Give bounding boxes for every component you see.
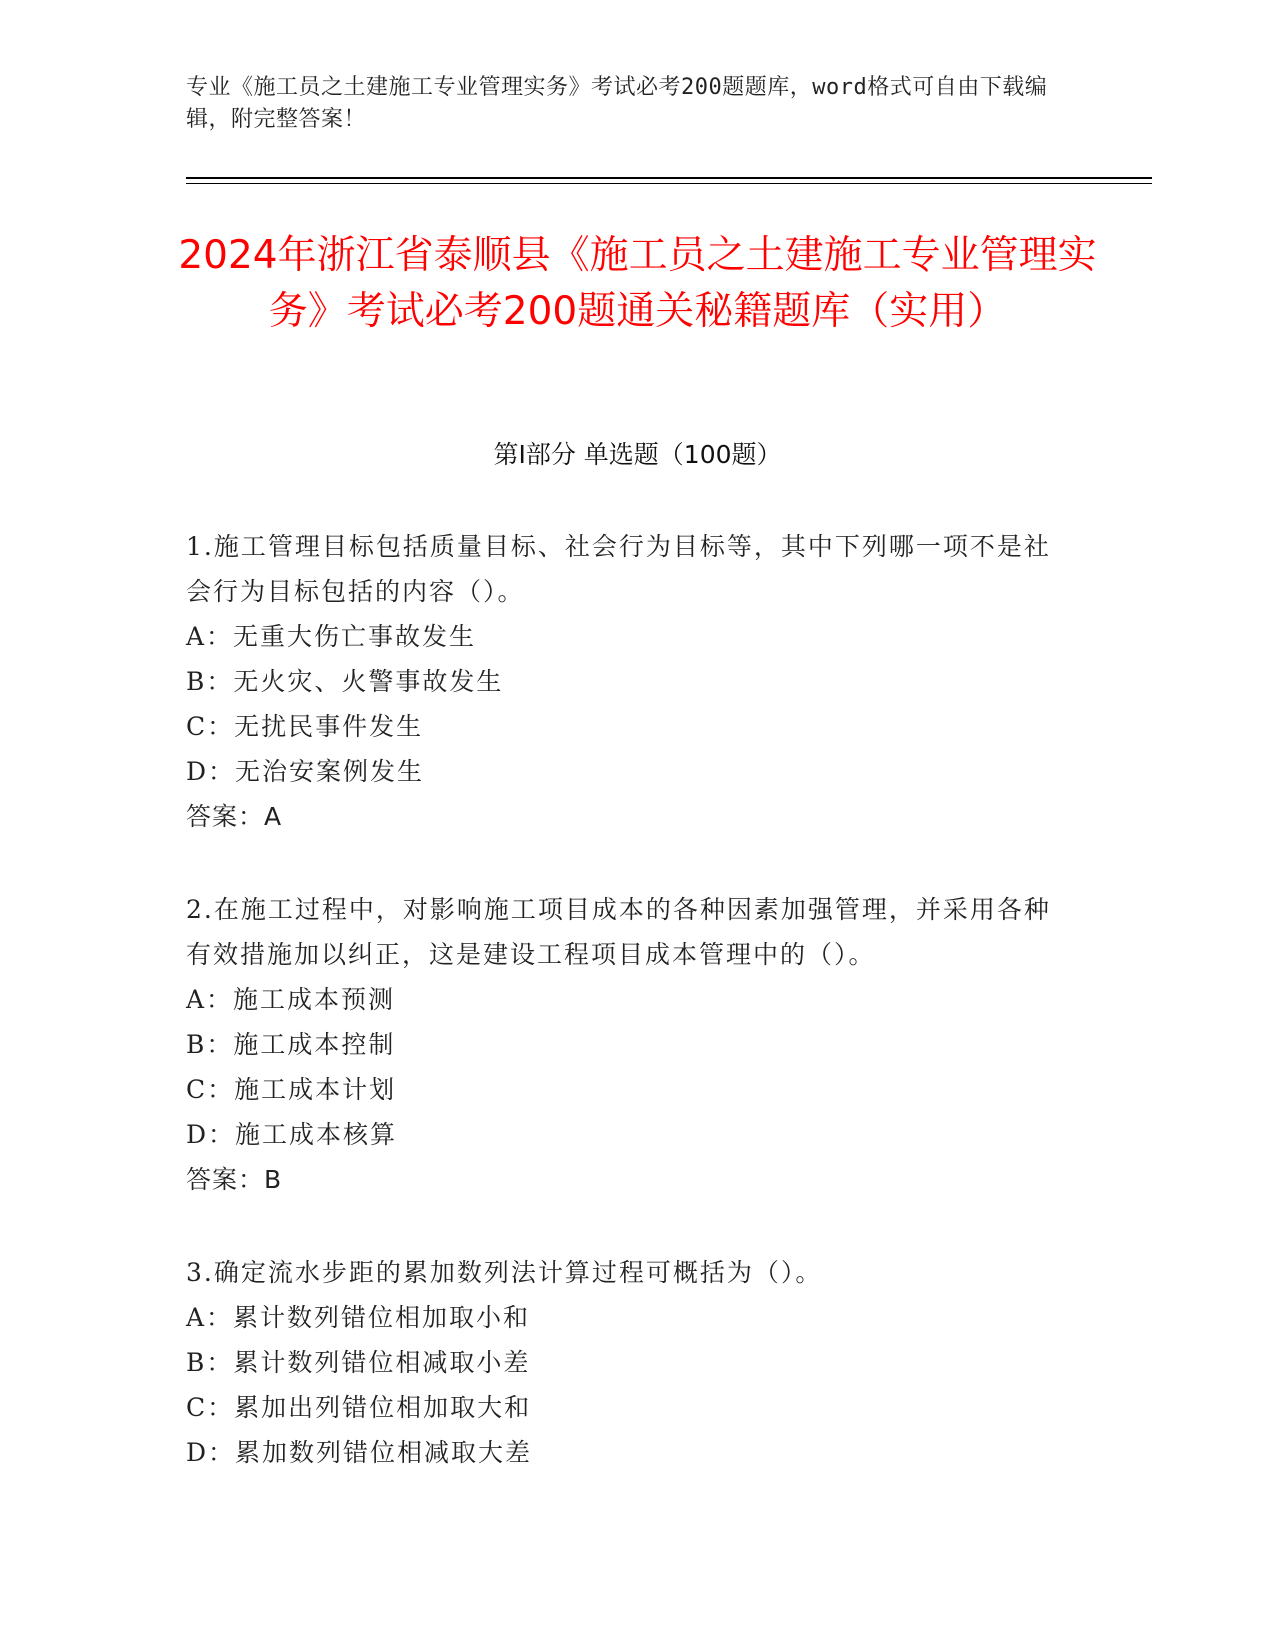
option-b: B：施工成本控制 [186, 1030, 396, 1059]
option-c: C：累加出列错位相加取大和 [186, 1393, 532, 1422]
question-block [186, 1250, 1066, 1475]
option-b: B：累计数列错位相减取小差 [186, 1348, 531, 1377]
question-block [186, 887, 1066, 1202]
question-block [186, 524, 1066, 839]
option-b: B：无火灾、火警事故发生 [186, 667, 504, 696]
option-d: D：无治安案例发生 [186, 757, 425, 786]
option-a: A：累计数列错位相加取小和 [186, 1303, 531, 1332]
option-c: C：施工成本计划 [186, 1075, 397, 1104]
answer: 答案：B [186, 1165, 283, 1194]
option-a: A：无重大伤亡事故发生 [186, 622, 477, 651]
question-stem: 2.在施工过程中，对影响施工项目成本的各种因素加强管理，并采用各种有效措施加以纠正，这是建设工程项目成本管理中的（）。 [186, 895, 1051, 969]
header-rule-thin [186, 183, 1152, 184]
answer: 答案：A [186, 802, 283, 831]
header-rule-thick [186, 177, 1152, 179]
option-d: D：累加数列错位相减取大差 [186, 1438, 533, 1467]
option-c: C：无扰民事件发生 [186, 712, 424, 741]
question-stem: 3.确定流水步距的累加数列法计算过程可概括为（）。 [186, 1258, 823, 1287]
question-stem: 1.施工管理目标包括质量目标、社会行为目标等，其中下列哪一项不是社会行为目标包括的内容（）。 [186, 532, 1051, 606]
header-note: 专业《施工员之土建施工专业管理实务》考试必考200题题库，word格式可自由下载编辑，附完整答案！ [186, 75, 1048, 132]
section-heading: 第I部分 单选题（100题） [493, 440, 782, 469]
option-d: D：施工成本核算 [186, 1120, 398, 1149]
document-title: 2024年浙江省泰顺县《施工员之土建施工专业管理实务》考试必考200题通关秘籍题库（实用） [178, 233, 1097, 334]
option-a: A：施工成本预测 [186, 985, 396, 1014]
